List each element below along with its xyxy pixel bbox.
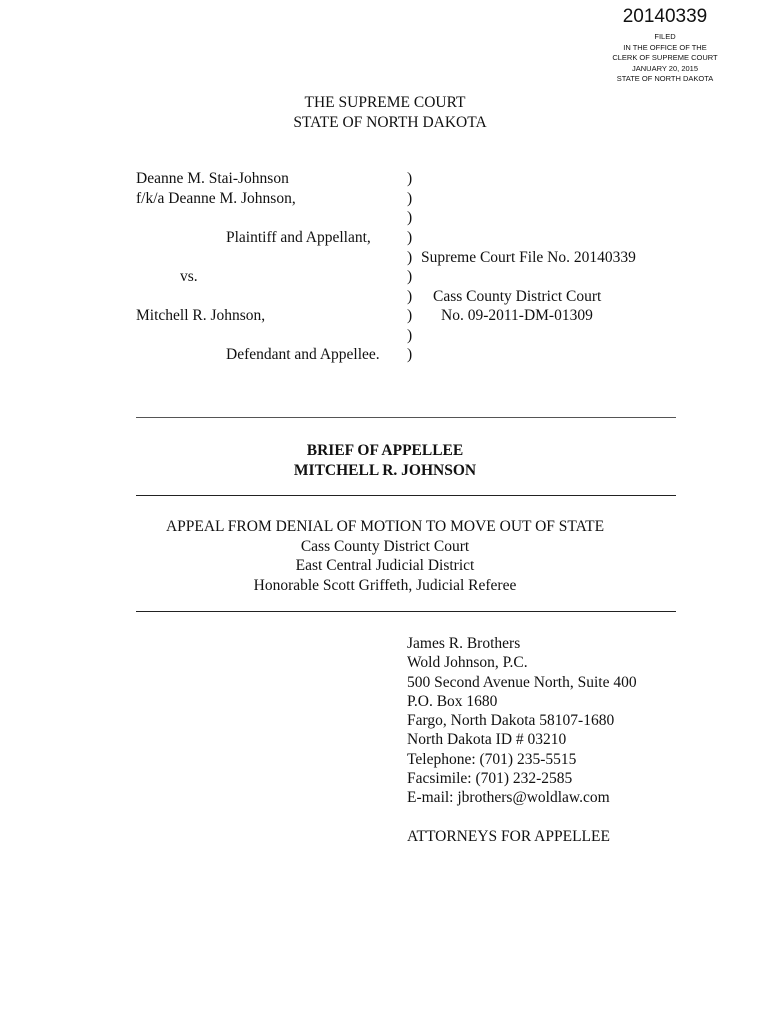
district-court-number: No. 09-2011-DM-01309 — [441, 307, 593, 324]
brief-title-line: BRIEF OF APPELLEE — [306, 442, 464, 459]
district-court-name: Cass County District Court — [433, 287, 602, 305]
separator-rule — [136, 495, 676, 496]
caption-paren: ) — [407, 209, 413, 226]
attorney-name: James R. Brothers — [407, 635, 521, 652]
caption-paren: ) — [407, 346, 413, 363]
appeal-court: Cass County District Court — [300, 537, 470, 555]
appeal-judge: Honorable Scott Griffeth, Judicial Referee — [253, 576, 517, 594]
attorney-po-box: P.O. Box 1680 — [407, 692, 498, 710]
plaintiff-role: Plaintiff and Appellant, — [226, 229, 371, 246]
attorney-bar-id: North Dakota ID # 03210 — [407, 731, 567, 749]
caption-paren: ) — [407, 248, 413, 266]
caption-paren: ) — [407, 189, 413, 207]
supreme-court-file-number: Supreme Court File No. 20140339 — [421, 248, 636, 266]
versus-label: vs. — [180, 268, 198, 285]
appeal-description: APPEAL FROM DENIAL OF MOTION TO MOVE OUT OF STATE — [165, 518, 605, 535]
plaintiff-aka: f/k/a Deanne M. Johnson, — [136, 189, 296, 207]
attorney-city: Fargo, North Dakota 58107-1680 — [407, 712, 615, 730]
attorney-address: 500 Second Avenue North, Suite 400 — [407, 673, 637, 691]
stamp-line: CLERK OF SUPREME COURT — [612, 53, 718, 62]
stamp-line: STATE OF NORTH DAKOTA — [616, 74, 714, 83]
separator-rule — [136, 417, 676, 418]
plaintiff-name: Deanne M. Stai-Johnson — [136, 170, 289, 187]
defendant-name: Mitchell R. Johnson, — [136, 307, 266, 324]
stamp-file-number: 20140339 — [622, 6, 708, 27]
caption-paren: ) — [407, 326, 413, 344]
attorney-telephone: Telephone: (701) 235-5515 — [407, 750, 577, 768]
caption-paren: ) — [407, 229, 413, 246]
stamp-line: FILED — [654, 32, 676, 41]
court-heading — [0, 93, 770, 133]
caption-paren: ) — [407, 268, 413, 285]
filing-stamp — [590, 6, 740, 85]
attorney-firm: Wold Johnson, P.C. — [407, 654, 528, 672]
caption-paren: ) — [407, 307, 413, 324]
attorney-role: ATTORNEYS FOR APPELLEE — [407, 828, 610, 846]
stamp-line: JANUARY 20, 2015 — [631, 63, 698, 73]
appeal-block — [0, 517, 770, 595]
court-state: STATE OF NORTH DAKOTA — [293, 114, 487, 131]
caption-paren: ) — [407, 170, 413, 187]
defendant-role: Defendant and Appellee. — [226, 346, 380, 363]
separator-rule — [136, 611, 676, 612]
stamp-line: IN THE OFFICE OF THE — [623, 42, 707, 52]
brief-title — [0, 441, 770, 480]
caption-paren: ) — [407, 287, 413, 305]
brief-title-party: MITCHELL R. JOHNSON — [293, 461, 477, 479]
attorney-facsimile: Facsimile: (701) 232-2585 — [407, 770, 573, 788]
appeal-district: East Central Judicial District — [295, 557, 475, 574]
court-name: THE SUPREME COURT — [304, 94, 466, 111]
attorney-email: E-mail: jbrothers@woldlaw.com — [407, 789, 610, 807]
attorney-block — [407, 634, 637, 846]
